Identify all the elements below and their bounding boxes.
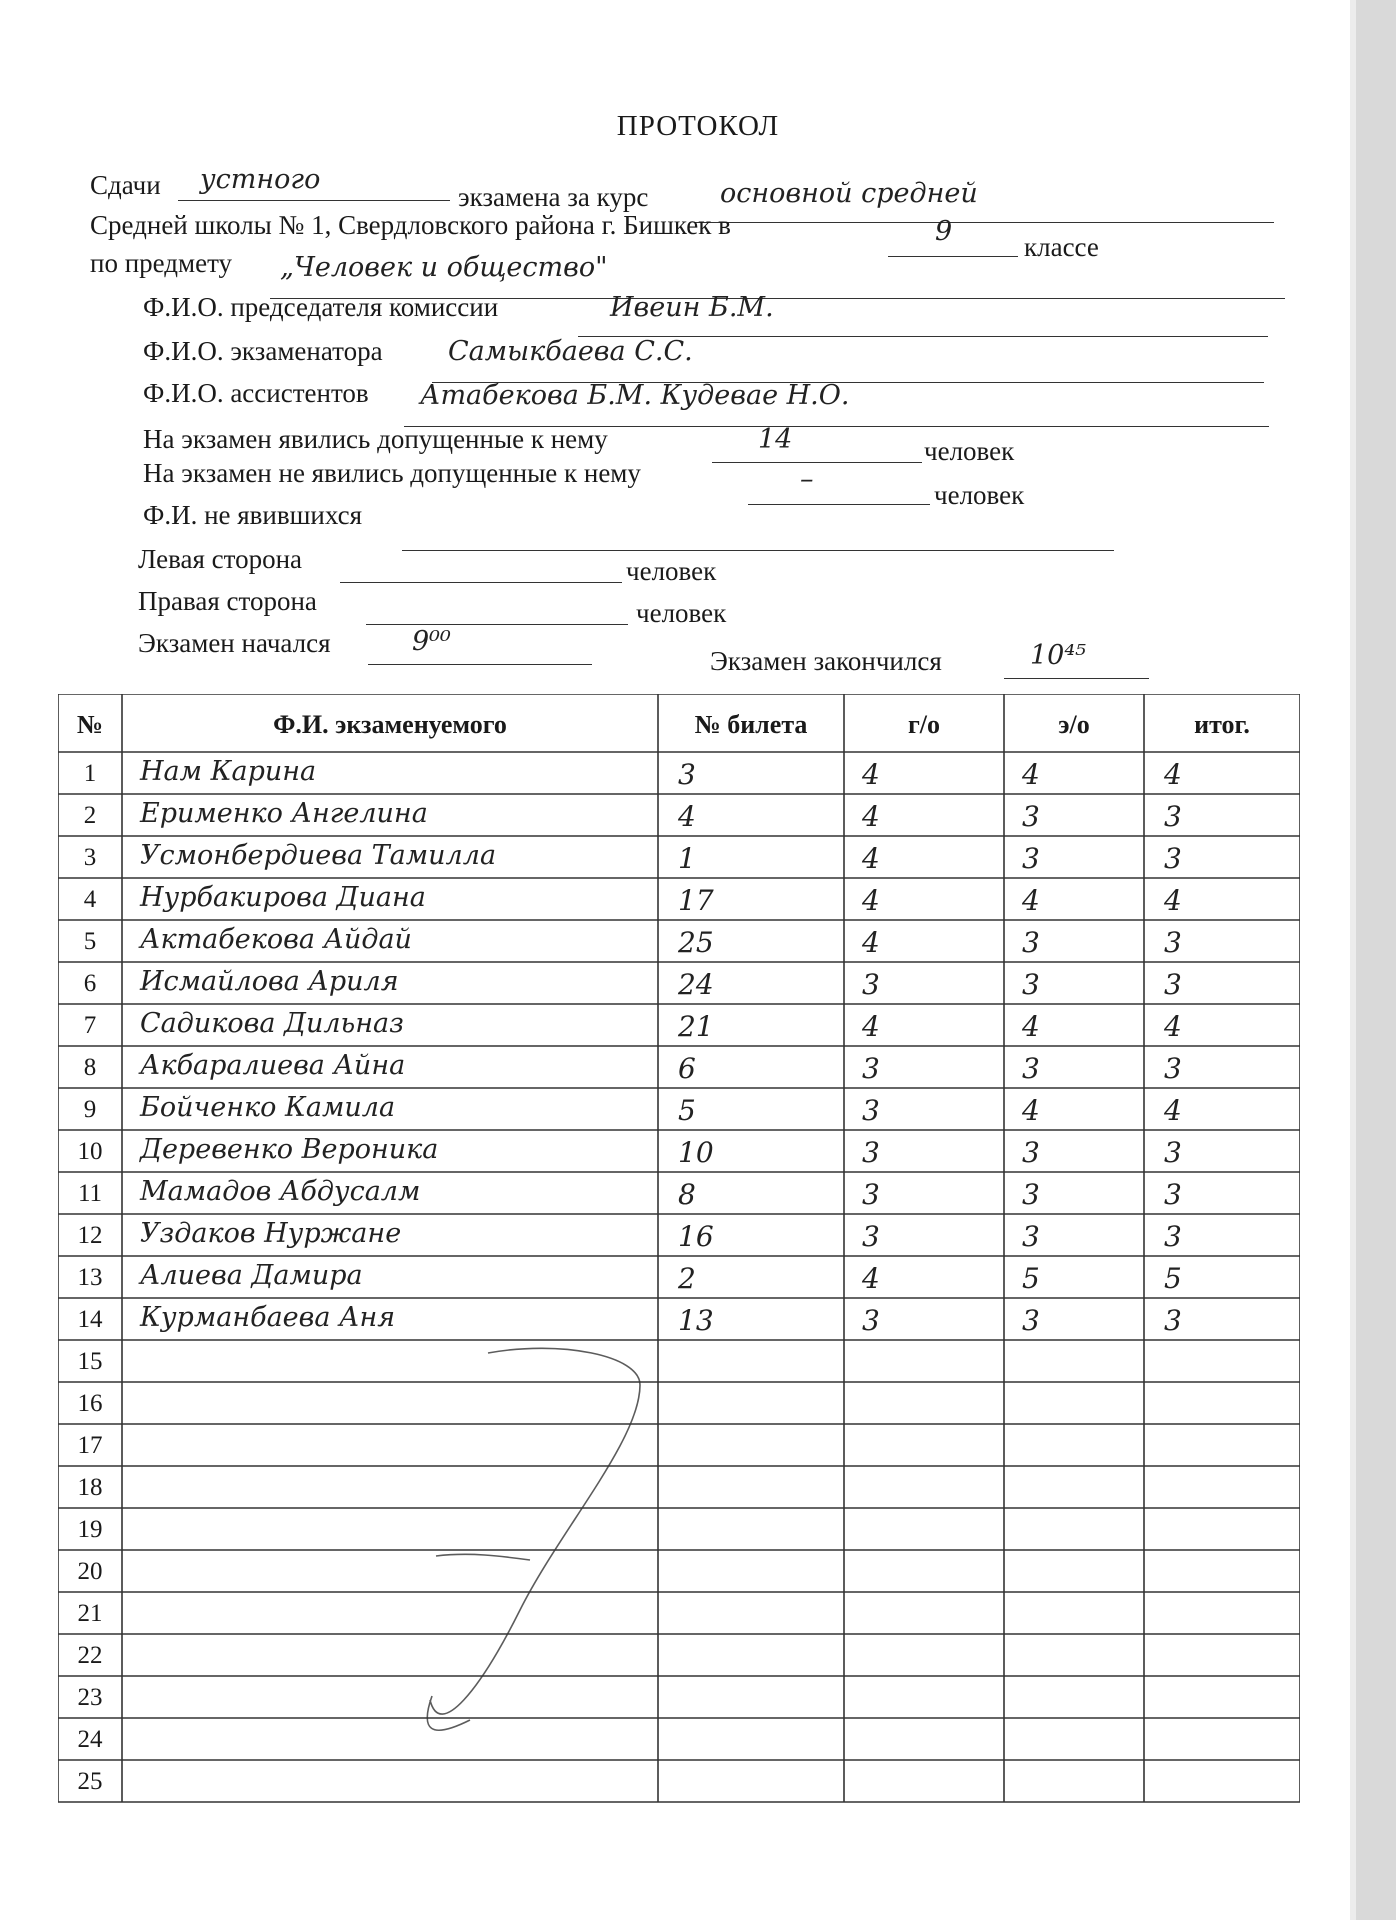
grade-eo: 4 (1022, 1094, 1040, 1127)
grade-total: 3 (1164, 842, 1182, 875)
student-name: Нам Карина (140, 756, 317, 787)
ticket-number: 8 (678, 1178, 696, 1211)
chair-value: Ивеин Б.М. (610, 292, 774, 323)
row-number: 19 (77, 1516, 103, 1543)
absent-label: На экзамен не явились допущенные к нему (143, 458, 641, 488)
right-side-label: Правая сторона (138, 586, 317, 616)
ticket-number: 24 (678, 968, 714, 1001)
grade-go: 4 (862, 800, 880, 833)
grade-go: 3 (862, 1220, 880, 1253)
grade-go: 4 (862, 1010, 880, 1043)
absent-suffix: человек (934, 480, 1025, 510)
grade-total: 3 (1164, 968, 1182, 1001)
student-name: Курманбаева Аня (140, 1302, 396, 1333)
row-number: 8 (83, 1054, 97, 1081)
student-name: Исмайлова Ариля (140, 966, 399, 997)
end-value: 10⁴⁵ (1030, 640, 1087, 671)
grade-total: 4 (1164, 758, 1182, 791)
right-side-suffix: человек (636, 598, 727, 628)
row-number: 12 (77, 1222, 103, 1249)
grade-go: 4 (862, 758, 880, 791)
row-number: 23 (77, 1684, 103, 1711)
row-number: 10 (77, 1138, 103, 1165)
grade-eo: 4 (1022, 758, 1040, 791)
course-label: экзамена за курс (458, 182, 649, 212)
table-header-2: № билета (694, 710, 808, 739)
ticket-number: 3 (678, 758, 696, 791)
grade-total: 4 (1164, 1010, 1182, 1043)
table-header-5: итог. (1194, 710, 1250, 739)
grade-go: 3 (862, 1094, 880, 1127)
grade-eo: 5 (1022, 1262, 1040, 1295)
grade-go: 4 (862, 926, 880, 959)
grade-go: 3 (862, 1052, 880, 1085)
row-number: 21 (77, 1600, 103, 1627)
student-name: Нурбакирова Диана (140, 882, 426, 913)
grade-eo: 4 (1022, 1010, 1040, 1043)
present-value: 14 (758, 424, 793, 455)
ticket-number: 25 (678, 926, 714, 959)
row-number: 16 (77, 1390, 103, 1417)
row-number: 20 (77, 1558, 103, 1585)
grade-go: 3 (862, 968, 880, 1001)
table-header-4: э/о (1058, 710, 1090, 739)
grade-total: 3 (1164, 926, 1182, 959)
student-name: Садикова Дильназ (140, 1008, 404, 1039)
left-side-suffix: человек (626, 556, 717, 586)
student-name: Актабекова Айдай (140, 924, 412, 955)
grade-eo: 3 (1022, 1178, 1040, 1211)
grade-eo: 3 (1022, 1052, 1040, 1085)
grade-eo: 3 (1022, 1304, 1040, 1337)
grade-go: 4 (862, 884, 880, 917)
row-number: 17 (77, 1432, 103, 1459)
ticket-number: 4 (678, 800, 696, 833)
grade-value: 9 (935, 216, 953, 247)
ticket-number: 16 (678, 1220, 714, 1253)
grade-go: 3 (862, 1304, 880, 1337)
student-name: Ерименко Ангелина (140, 798, 428, 829)
grade-go: 3 (862, 1136, 880, 1169)
start-value: 9⁰⁰ (412, 626, 451, 657)
grade-eo: 3 (1022, 968, 1040, 1001)
ticket-number: 10 (678, 1136, 714, 1169)
row-number: 14 (77, 1306, 103, 1333)
student-name: Мамадов Абдусалм (140, 1176, 421, 1207)
grade-total: 3 (1164, 1304, 1182, 1337)
grade-suffix: классе (1024, 232, 1099, 262)
grade-eo: 3 (1022, 800, 1040, 833)
row-number: 6 (83, 970, 97, 997)
assistants-label: Ф.И.О. ассистентов (143, 378, 369, 408)
student-name: Деревенко Вероника (140, 1134, 439, 1165)
exam-type-value: устного (200, 164, 321, 195)
row-number: 18 (77, 1474, 103, 1501)
row-number: 9 (83, 1096, 97, 1123)
grade-eo: 4 (1022, 884, 1040, 917)
ticket-number: 21 (678, 1010, 714, 1043)
absent-names-label: Ф.И. не явившихся (143, 500, 362, 530)
table-header-3: г/о (907, 710, 941, 739)
school-line: Средней школы № 1, Свердловского района г. Бишкек в (90, 210, 731, 240)
row-number: 15 (77, 1348, 103, 1375)
grade-eo: 3 (1022, 842, 1040, 875)
ticket-number: 6 (678, 1052, 696, 1085)
row-number: 11 (77, 1180, 103, 1207)
row-number: 4 (83, 886, 97, 913)
grade-go: 4 (862, 1262, 880, 1295)
student-name: Уздаков Нуржане (140, 1218, 402, 1249)
start-label: Экзамен начался (138, 628, 331, 658)
grade-eo: 3 (1022, 1220, 1040, 1253)
grade-eo: 3 (1022, 1136, 1040, 1169)
grade-total: 3 (1164, 800, 1182, 833)
assistants-value: Атабекова Б.М. Кудеваe Н.О. (420, 380, 850, 411)
grade-total: 4 (1164, 1094, 1182, 1127)
examiner-value: Самыкбаева С.С. (448, 336, 693, 367)
grade-eo: 3 (1022, 926, 1040, 959)
table-header-1: Ф.И. экзаменуемого (273, 710, 507, 739)
examiner-label: Ф.И.О. экзаменатора (143, 336, 383, 366)
grade-go: 3 (862, 1178, 880, 1211)
grade-total: 3 (1164, 1052, 1182, 1085)
document-title: ПРОТОКОЛ (616, 110, 780, 142)
row-number: 7 (83, 1012, 97, 1039)
ticket-number: 17 (678, 884, 714, 917)
student-name: Акбаралиева Айна (140, 1050, 406, 1081)
ticket-number: 1 (678, 842, 696, 875)
end-label: Экзамен закончился (710, 646, 942, 676)
chair-label: Ф.И.О. председателя комиссии (143, 292, 499, 322)
grade-total: 5 (1164, 1262, 1182, 1295)
ticket-number: 13 (678, 1304, 714, 1337)
grade-total: 4 (1164, 884, 1182, 917)
left-side-label: Левая сторона (138, 544, 303, 574)
row-number: 25 (77, 1768, 103, 1795)
row-number: 2 (83, 802, 97, 829)
course-value: основной средней (720, 178, 978, 209)
absent-value: – (800, 464, 814, 495)
row-number: 13 (77, 1264, 103, 1291)
ticket-number: 2 (678, 1262, 696, 1295)
student-name: Усмонбердиева Тамилла (140, 840, 497, 871)
subject-value: „Человек и общество" (280, 252, 608, 283)
row-number: 5 (83, 928, 97, 955)
grade-total: 3 (1164, 1136, 1182, 1169)
student-name: Бойченко Камила (140, 1092, 396, 1123)
row-number: 3 (83, 844, 97, 871)
subject-label: по предмету (90, 248, 233, 278)
table-header-0: № (76, 710, 104, 739)
exam-type-label: Сдачи (90, 170, 161, 200)
row-number: 24 (77, 1726, 103, 1753)
grade-total: 3 (1164, 1220, 1182, 1253)
present-suffix: человек (924, 436, 1015, 466)
grade-go: 4 (862, 842, 880, 875)
row-number: 22 (77, 1642, 103, 1669)
row-number: 1 (83, 760, 97, 787)
present-label: На экзамен явились допущенные к нему (143, 424, 608, 454)
student-name: Алиева Дамира (140, 1260, 363, 1291)
grade-total: 3 (1164, 1178, 1182, 1211)
ticket-number: 5 (678, 1094, 696, 1127)
